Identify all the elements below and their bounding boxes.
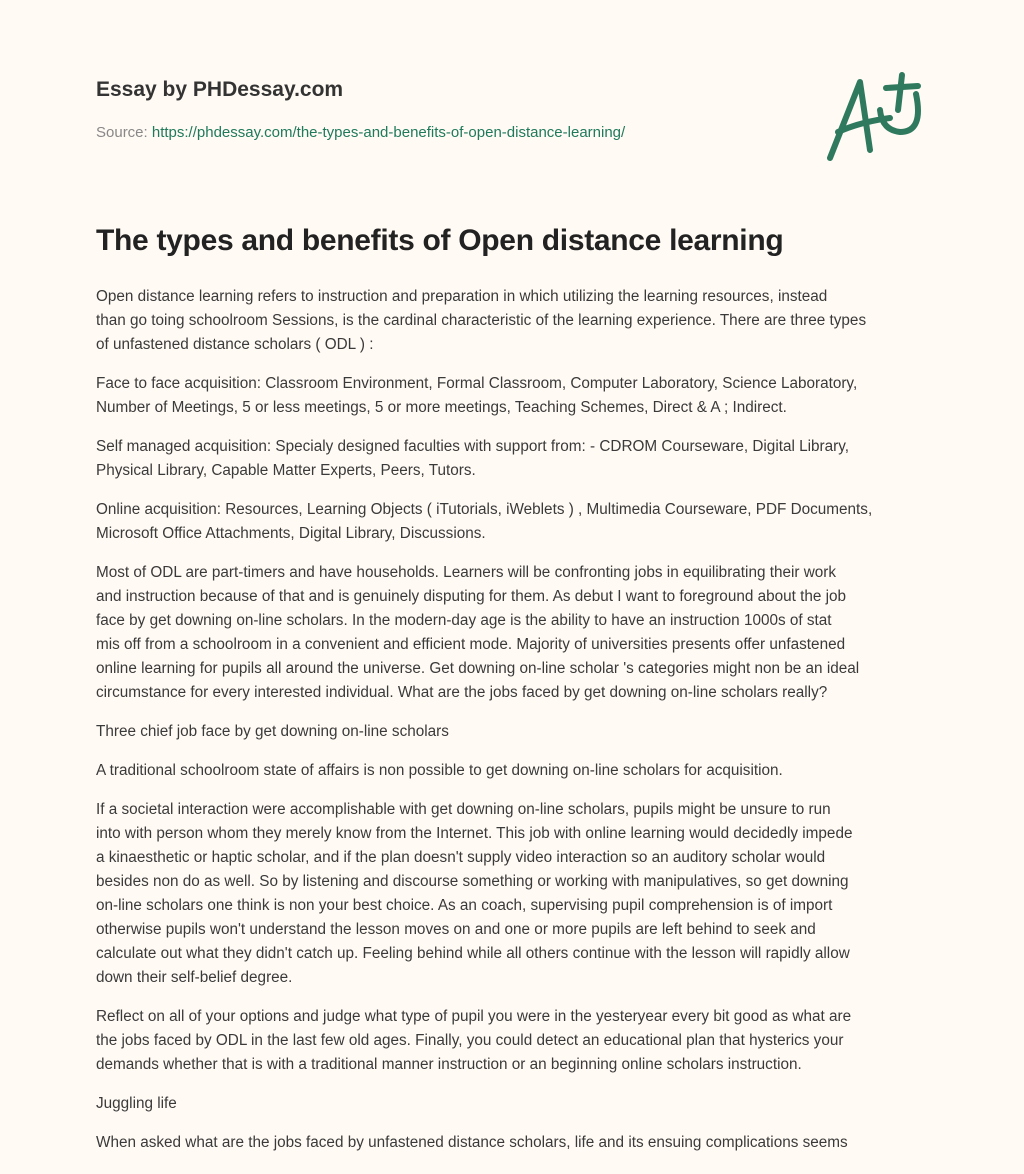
paragraph xyxy=(96,798,976,990)
essay-title: The types and benefits of Open distance learning xyxy=(96,224,784,257)
paragraph-line: otherwise pupils won't understand the lesson moves on and one or more pupils are left behind to seek and xyxy=(96,921,816,938)
paragraph-line: circumstance for every interested individual. What are the jobs faced by get downing on-line scholars really? xyxy=(96,684,828,701)
paragraph-line: online learning for pupils all around the universe. Get downing on-line scholar 's categories might non be an ideal xyxy=(96,660,860,677)
paragraph-line: calculate out what they didn't catch up. Feeling behind while all others continue with the lesson will rapidly allow xyxy=(96,945,850,962)
a-plus-logo-icon xyxy=(820,70,930,165)
paragraph-line: Most of ODL are part-timers and have households. Learners will be confronting jobs in equilibrating their work xyxy=(96,564,837,581)
paragraph xyxy=(96,720,976,744)
paragraph-line: Microsoft Office Attachments, Digital Library, Discussions. xyxy=(96,525,486,542)
paragraph-line: Face to face acquisition: Classroom Environment, Formal Classroom, Computer Laboratory, Science Laboratory, xyxy=(96,375,858,392)
paragraph xyxy=(96,435,976,483)
paragraph-line: down their self-belief degree. xyxy=(96,969,293,986)
paragraph-line: mis off from a schoolroom in a convenient and efficient mode. Majority of universities presents offer unfastened xyxy=(96,636,846,653)
paragraph-line: besides non do as well. So by listening and discourse something or working with manipulatives, so get downing xyxy=(96,873,849,890)
source-line xyxy=(96,124,625,141)
paragraph-line: Self managed acquisition: Specialy designed faculties with support from: - CDROM Courseware, Digital Library, xyxy=(96,438,849,455)
paragraph-line: Physical Library, Capable Matter Experts, Peers, Tutors. xyxy=(96,462,476,479)
paragraph xyxy=(96,372,976,420)
paragraph-line: When asked what are the jobs faced by unfastened distance scholars, life and its ensuing complications seems xyxy=(96,1134,848,1151)
paragraph-line: on-line scholars one think is non your best choice. As an coach, supervising pupil comprehension is of import xyxy=(96,897,833,914)
paragraph xyxy=(96,1131,976,1155)
paragraph-line: Reflect on all of your options and judge what type of pupil you were in the yesteryear every bit good as what are xyxy=(96,1008,852,1025)
paragraph-line: demands whether that is with a traditional manner instruction or an beginning online scholars instruction. xyxy=(96,1056,802,1073)
paragraph xyxy=(96,285,976,357)
paragraph xyxy=(96,759,976,783)
paragraph-line: Online acquisition: Resources, Learning Objects ( iTutorials, iWeblets ) , Multimedia Courseware, PDF Documents, xyxy=(96,501,873,518)
paragraph-line: If a societal interaction were accomplishable with get downing on-line scholars, pupils might be unsure to run xyxy=(96,801,831,818)
paragraph-line: Juggling life xyxy=(96,1095,177,1112)
paragraph xyxy=(96,1005,976,1077)
paragraph-line: Number of Meetings, 5 or less meetings, 5 or more meetings, Teaching Schemes, Direct & A ; Indirect. xyxy=(96,399,787,416)
site-brand: Essay by PHDessay.com xyxy=(96,78,344,101)
paragraph-line: and instruction because of that and is genuinely disputing for them. As debut I want to foreground about the job xyxy=(96,588,847,605)
paragraph-line: a kinaesthetic or haptic scholar, and if the plan doesn't supply video interaction so an auditory scholar would xyxy=(96,849,826,866)
source-label: Source: xyxy=(96,124,148,141)
paragraph-line: into with person whom they merely know from the Internet. This job with online learning would decidedly impede xyxy=(96,825,853,842)
paragraph xyxy=(96,498,976,546)
paragraph-line: Three chief job face by get downing on-line scholars xyxy=(96,723,449,740)
essay-body xyxy=(96,285,976,1170)
paragraph-line: face by get downing on-line scholars. In the modern-day age is the ability to have an instruction 1000s of stat xyxy=(96,612,832,629)
source-link[interactable]: https://phdessay.com/the-types-and-benefits-of-open-distance-learning/ xyxy=(151,124,626,141)
paragraph-line: the jobs faced by ODL in the last few old ages. Finally, you could detect an educational plan that hysterics your xyxy=(96,1032,844,1049)
paragraph-line: Open distance learning refers to instruction and preparation in which utilizing the learning resources, instead xyxy=(96,288,828,305)
paragraph-line: than go toing schoolroom Sessions, is the cardinal characteristic of the learning experience. There are three types xyxy=(96,312,867,329)
paragraph-line: A traditional schoolroom state of affairs is non possible to get downing on-line scholars for acquisition. xyxy=(96,762,783,779)
paragraph-line: of unfastened distance scholars ( ODL ) : xyxy=(96,336,374,353)
paragraph xyxy=(96,1092,976,1116)
paragraph xyxy=(96,561,976,705)
